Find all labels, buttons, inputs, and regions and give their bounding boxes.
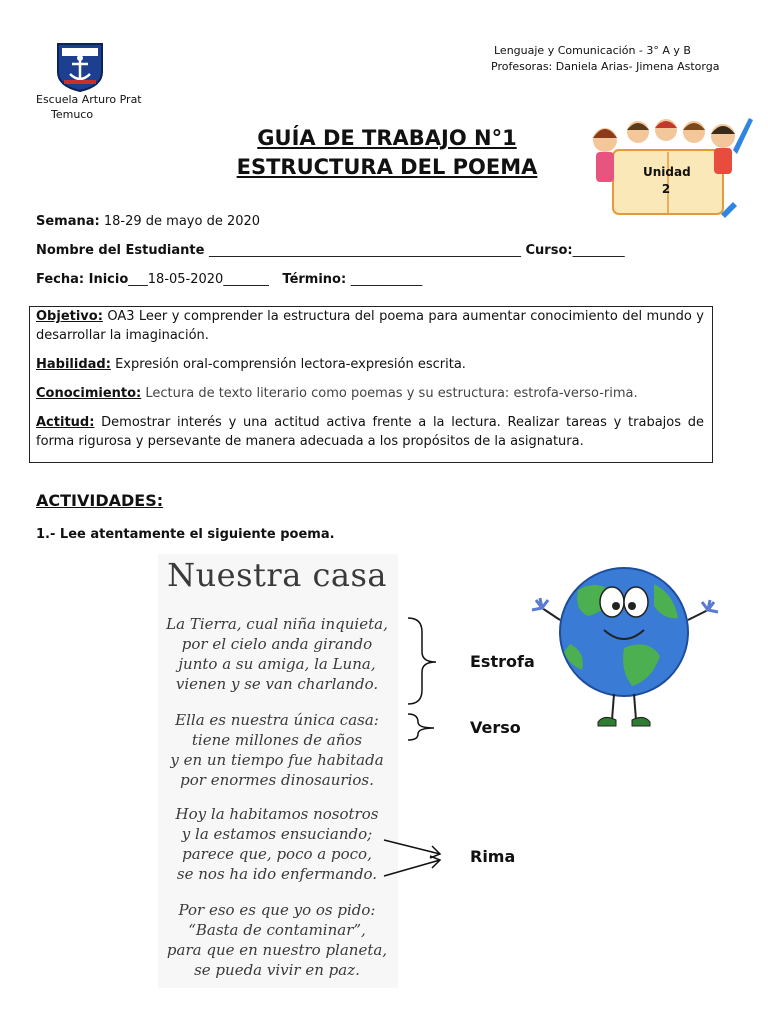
- actitud-text: Demostrar interés y una actitud activa frente a la lectura. Realizar tareas y trabajos de forma rigurosa y persevante de manera adecuada a los propósitos de la asignatura.: [36, 415, 705, 449]
- subject-line: Lenguaje y Comunicación - 3° A y B: [494, 44, 691, 57]
- earth-mascot-illustration: [528, 560, 730, 736]
- week-label: Semana:: [36, 214, 100, 229]
- date-row: [36, 272, 422, 287]
- poem-verse: La Tierra, cual niña inquieta,: [166, 615, 388, 633]
- end-date-field[interactable]: ___________: [350, 272, 423, 287]
- objetivo-paragraph: [36, 307, 704, 345]
- student-name-field[interactable]: ________________________________________________: [208, 243, 521, 258]
- poem-verse: y la estamos ensuciando;: [181, 825, 373, 843]
- unit-number: 2: [661, 182, 671, 196]
- actitud-label: Actitud:: [36, 415, 95, 430]
- conocimiento-label: Conocimiento:: [36, 386, 142, 401]
- page-title-line2: ESTRUCTURA DEL POEMA: [236, 155, 538, 179]
- conocimiento-paragraph: [36, 384, 704, 403]
- poem-verse: Ella es nuestra única casa:: [175, 711, 379, 729]
- school-logo: [56, 42, 104, 92]
- poem-verse: vienen y se van charlando.: [175, 675, 379, 693]
- poem-verse: Hoy la habitamos nosotros: [175, 805, 379, 823]
- unit-label: Unidad: [643, 165, 691, 179]
- week-value: 18-29 de mayo de 2020: [103, 214, 261, 229]
- course-field[interactable]: ________: [572, 243, 625, 258]
- student-label: Nombre del Estudiante: [36, 243, 205, 258]
- objetivo-text: OA3 Leer y comprender la estructura del poema para aumentar conocimiento del mundo y desarrollar la imaginación.: [36, 309, 704, 343]
- page-title-line1: GUÍA DE TRABAJO N°1: [257, 126, 517, 150]
- habilidad-paragraph: [36, 355, 704, 374]
- estrofa-bracket: [408, 618, 436, 704]
- habilidad-text: Expresión oral-comprensión lectora-expresión escrita.: [115, 357, 466, 372]
- objetivo-label: Objetivo:: [36, 309, 103, 324]
- poem-verse: junto a su amiga, la Luna,: [178, 655, 376, 673]
- poem-verse: tiene millones de años: [191, 731, 363, 749]
- activity-1: [36, 527, 335, 542]
- rima-arrows: [384, 840, 440, 876]
- label-verso: Verso: [470, 718, 521, 737]
- poem-stanza-3: [162, 804, 392, 884]
- activities-heading: ACTIVIDADES:: [36, 491, 164, 510]
- poem-verse: y en un tiempo fue habitada: [170, 751, 384, 769]
- conocimiento-text: Lectura de texto literario como poemas y su estructura: estrofa-verso-rima.: [145, 386, 638, 401]
- activity-1-number: 1.-: [36, 527, 56, 542]
- student-row: [36, 243, 625, 258]
- poem-verse: para que en nuestro planeta,: [166, 941, 388, 959]
- start-date-field[interactable]: ___18-05-2020_______: [128, 272, 269, 287]
- school-name: Escuela Arturo Prat: [36, 93, 142, 106]
- poem-verse: “Basta de contaminar”,: [188, 921, 366, 939]
- poem-verse: parece que, poco a poco,: [182, 845, 372, 863]
- school-city: Temuco: [51, 108, 94, 121]
- date-label: Fecha: Inicio: [36, 272, 129, 287]
- label-rima: Rima: [470, 847, 516, 866]
- poem-verse: se nos ha ido enfermando.: [176, 865, 378, 883]
- poem-stanza-1: [162, 614, 392, 694]
- course-label: Curso:: [525, 243, 573, 258]
- poem-verse: por el cielo anda girando: [181, 635, 373, 653]
- poem-stanza-4: [162, 900, 392, 980]
- habilidad-label: Habilidad:: [36, 357, 111, 372]
- annotation-marks: [380, 610, 470, 890]
- poem-verse: por enormes dinosaurios.: [180, 771, 374, 789]
- end-label: Término:: [282, 272, 347, 287]
- verso-bracket: [408, 714, 434, 740]
- poem-title: Nuestra casa: [167, 556, 387, 594]
- poem-verse: Por eso es que yo os pido:: [178, 901, 376, 919]
- week-row: [36, 214, 260, 229]
- label-estrofa: Estrofa: [470, 652, 535, 671]
- activity-1-text: Lee atentamente el siguiente poema.: [59, 527, 335, 542]
- teachers-line: Profesoras: Daniela Arias- Jimena Astorga: [491, 60, 720, 73]
- poem-stanza-2: [162, 710, 392, 790]
- actitud-paragraph: [36, 413, 704, 451]
- poem-verse: se pueda vivir en paz.: [194, 961, 360, 979]
